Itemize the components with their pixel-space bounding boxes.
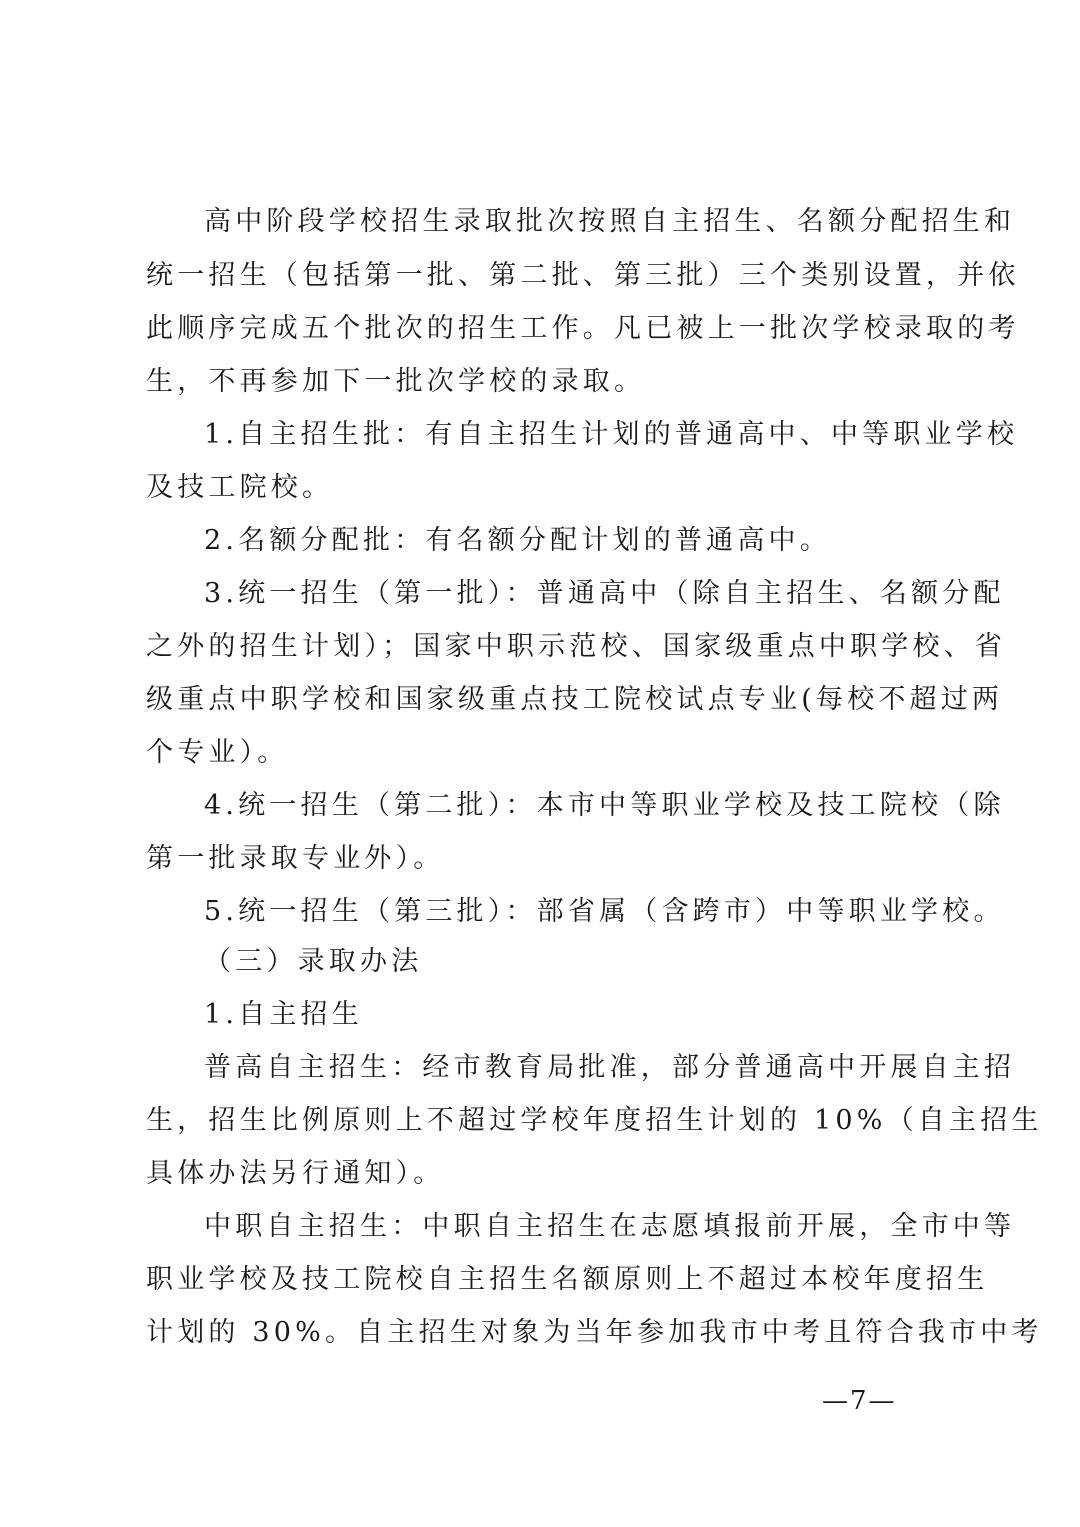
list-item-line: 1.自主招生批：有自主招生计划的普通高中、中等职业学校 [204,419,1019,450]
list-item-line: 及技工院校。 [146,472,334,503]
page-number: —7— [822,1386,897,1416]
list-item-line: 第一批录取专业外）。 [146,843,445,874]
list-item-line: 之外的招生计划）；国家中职示范校、国家级重点中职学校、省 [146,631,1007,662]
paragraph-line: 计划的 30%。自主招生对象为当年参加我市中考且符合我市中考 [146,1317,1043,1348]
paragraph-line: 高中阶段学校招生录取批次按照自主招生、名额分配招生和 [204,206,1016,237]
list-item-line: 5.统一招生（第三批）：部省属（含跨市）中等职业学校。 [204,896,1005,927]
paragraph-line: 普高自主招生：经市教育局批准，部分普通高中开展自主招 [204,1052,1016,1083]
list-item-line: 2.名额分配批：有名额分配计划的普通高中。 [204,525,831,556]
paragraph-line: 中职自主招生：中职自主招生在志愿填报前开展，全市中等 [204,1211,1016,1242]
paragraph-line: 此顺序完成五个批次的招生工作。凡已被上一批次学校录取的考 [146,313,1020,344]
section-heading: （三）录取办法 [204,946,423,977]
paragraph-line: 生，招生比例原则上不超过学校年度招生计划的 10%（自主招生 [146,1105,1043,1136]
list-item-line: 4.统一招生（第二批）：本市中等职业学校及技工院校（除 [204,790,1005,821]
paragraph-line: 统一招生（包括第一批、第二批、第三批）三个类别设置，并依 [146,260,1020,291]
list-item-line: 级重点中职学校和国家级重点技工院校试点专业(每校不超过两 [146,684,1004,715]
list-item-line: 3.统一招生（第一批）：普通高中（除自主招生、名额分配 [204,578,1005,609]
subsection-heading: 1.自主招生 [204,999,363,1030]
paragraph-line: 具体办法另行通知）。 [146,1158,445,1189]
paragraph-line: 职业学校及技工院校自主招生名额原则上不超过本校年度招生 [146,1264,989,1295]
list-item-line: 个专业）。 [146,737,289,768]
paragraph-line: 生，不再参加下一批次学校的录取。 [146,366,646,397]
